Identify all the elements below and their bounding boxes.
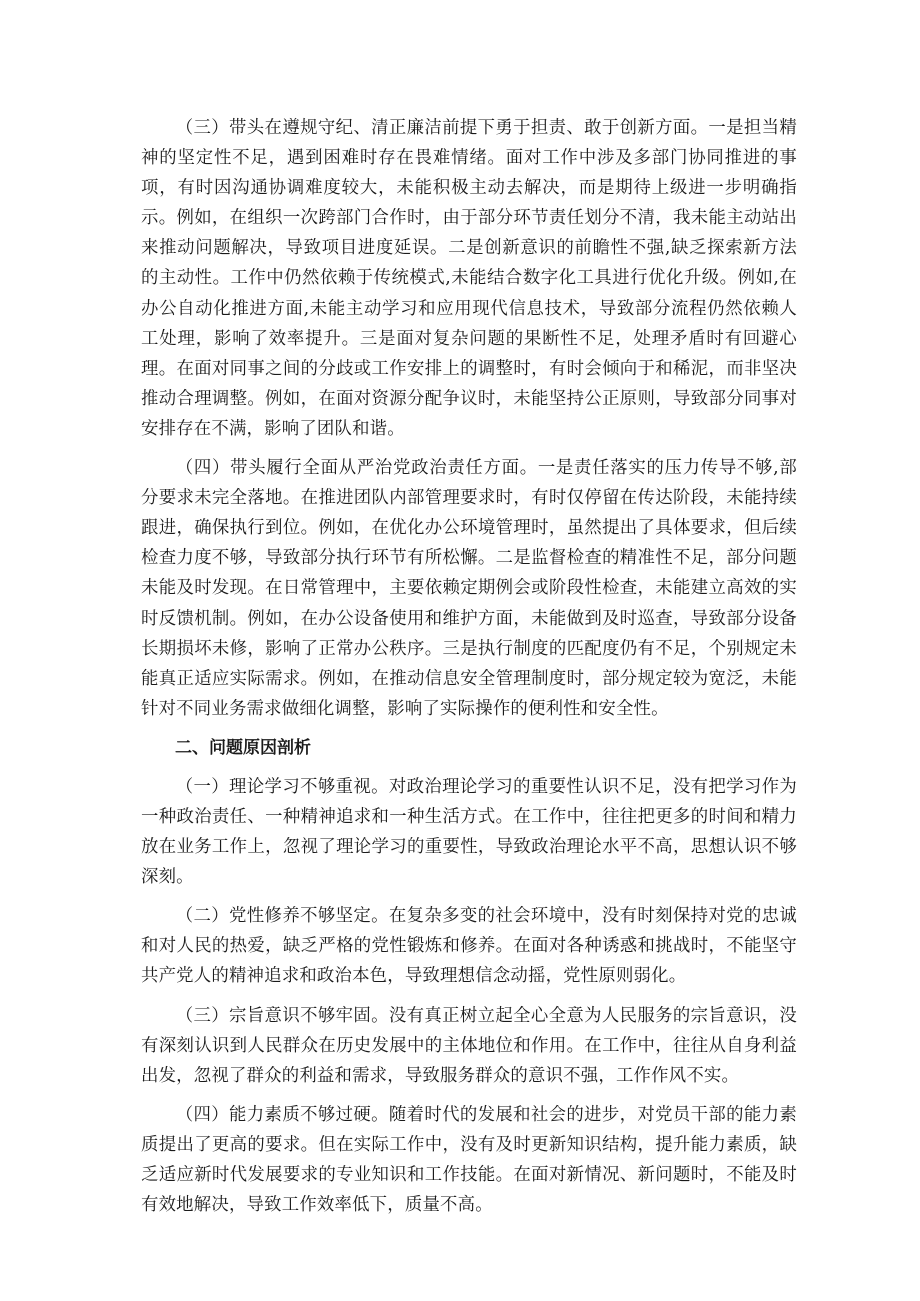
paragraph-cause-2: （二）党性修养不够坚定。在复杂多变的社会环境中，没有时刻保持对党的忠诚和对人民的热爱，缺乏严格的党性锻炼和修养。在面对各种诱惑和挑战时，不能坚守共产党人的精神追求和政治本色，导致理想信念动摇，党性原则弱化。: [141, 906, 797, 987]
paragraph-section-3: （三）带头在遵规守纪、清正廉洁前提下勇于担责、敢于创新方面。一是担当精神的坚定性不足，遇到困难时存在畏难情绪。面对工作中涉及多部门协同推进的事项，有时因沟通协调难度较大，未能积极主动去解决，而是期待上级进一步明确指示。例如，在组织一次跨部门合作时，由于部分环节责任划分不清，我未能主动站出来推动问题解决，导致项目进度延误。二是创新意识的前瞻性不强,缺乏探索新方法的主动性。工作中仍然依赖于传统模式,未能结合数字化工具进行优化升级。例如,在办公自动化推进方面,未能主动学习和应用现代信息技术，导致部分流程仍然依赖人工处理，影响了效率提升。三是面对复杂问题的果断性不足，处理矛盾时有回避心理。在面对同事之间的分歧或工作安排上的调整时，有时会倾向于和稀泥，而非坚决推动合理调整。例如，在面对资源分配争议时，未能坚持公正原则，导致部分同事对安排存在不满，影响了团队和谐。: [141, 118, 797, 439]
paragraph-section-4: （四）带头履行全面从严治党政治责任方面。一是责任落实的压力传导不够,部分要求未完全落地。在推进团队内部管理要求时，有时仅停留在传达阶段，未能持续跟进，确保执行到位。例如，在优化办公环境管理时，虽然提出了具体要求，但后续检查力度不够，导致部分执行环节有所松懈。二是监督检查的精准性不足，部分问题未能及时发现。在日常管理中，主要依赖定期例会或阶段性检查，未能建立高效的实时反馈机制。例如，在办公设备使用和维护方面，未能做到及时巡查，导致部分设备长期损坏未修，影响了正常办公秩序。三是执行制度的匹配度仍有不足，个别规定未能真正适应实际需求。例如，在推动信息安全管理制度时，部分规定较为宽泛，未能针对不同业务需求做细化调整，影响了实际操作的便利性和安全性。: [141, 458, 797, 719]
paragraph-cause-4: （四）能力素质不够过硬。随着时代的发展和社会的进步，对党员干部的能力素质提出了更高的要求。但在实际工作中，没有及时更新知识结构，提升能力素质，缺乏适应新时代发展要求的专业知识和工作技能。在面对新情况、新问题时，不能及时有效地解决，导致工作效率低下，质量不高。: [141, 1104, 797, 1216]
paragraph-cause-1: （一）理论学习不够重视。对政治理论学习的重要性认识不足，没有把学习作为一种政治责任、一种精神追求和一种生活方式。在工作中，往往把更多的时间和精力放在业务工作上，忽视了理论学习的重要性，导致政治理论水平不高，思想认识不够深刻。: [141, 776, 797, 888]
paragraph-cause-3: （三）宗旨意识不够牢固。没有真正树立起全心全意为人民服务的宗旨意识，没有深刻认识到人民群众在历史发展中的主体地位和作用。在工作中，往往从自身利益出发，忽视了群众的利益和需求，导致服务群众的意识不强，工作作风不实。: [141, 1005, 797, 1086]
document-page: [141, 113, 797, 1229]
section-heading: 二、问题原因剖析: [175, 737, 311, 758]
